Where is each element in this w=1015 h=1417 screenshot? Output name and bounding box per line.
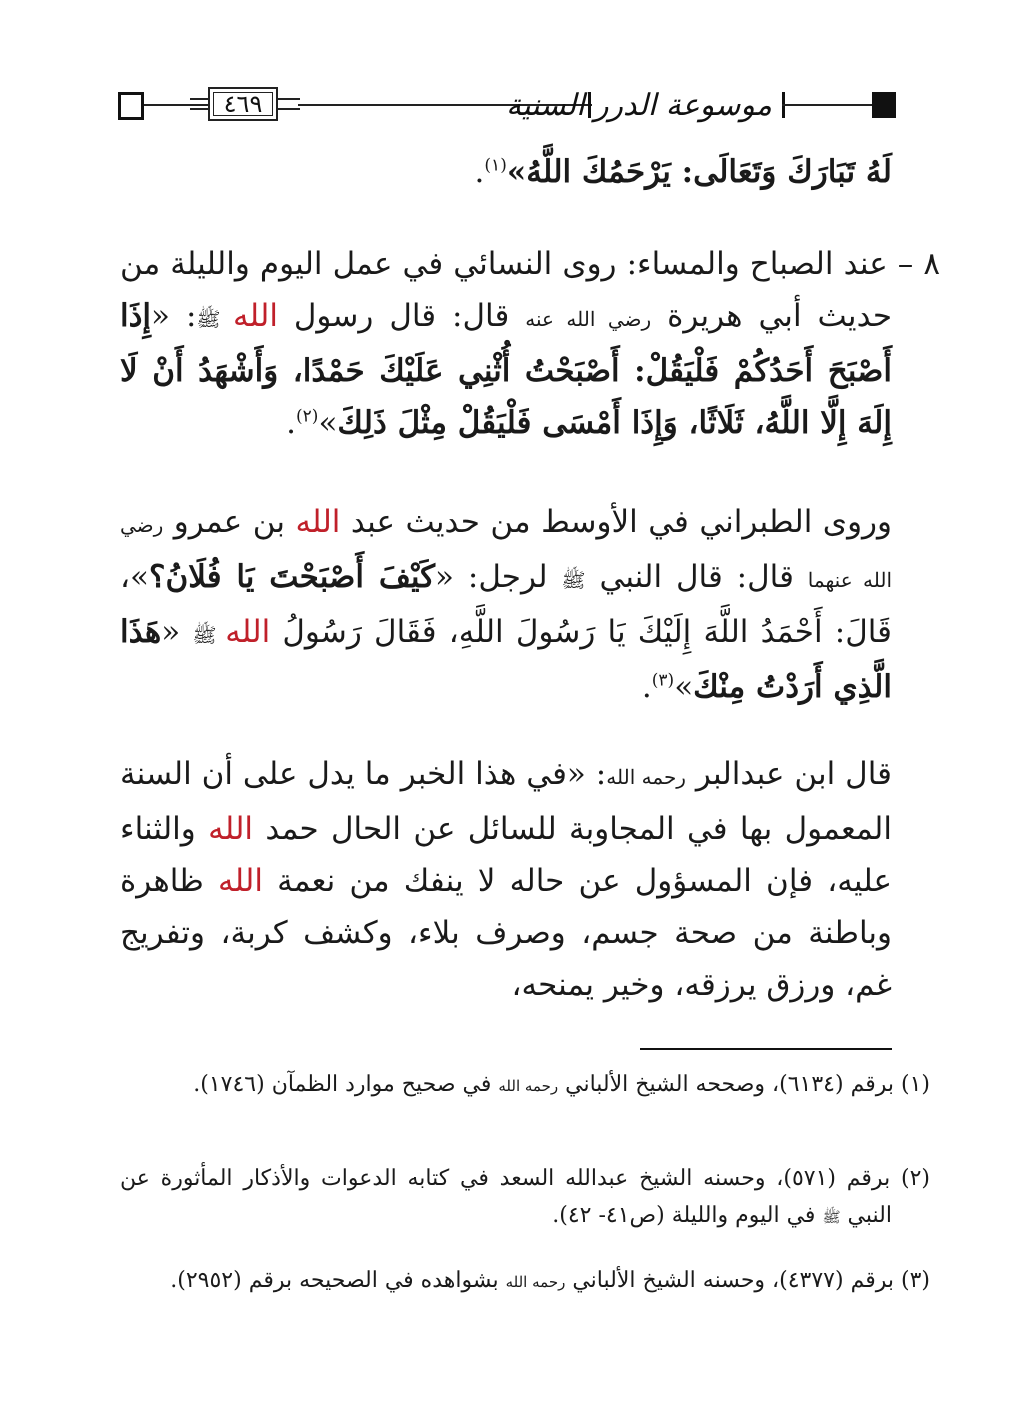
divine-name: الله bbox=[225, 614, 271, 650]
text-run: ٨ – عند الصباح والمساء: روى النسائي في عمل اليوم والليلة من حديث أبي هريرة bbox=[120, 246, 940, 334]
honorific: رضي الله عنهما bbox=[120, 513, 893, 592]
text-run: » bbox=[674, 669, 694, 705]
hadith-text: إِذَا أَصْبَحَ أَحَدُكُمْ فَلْيَقُلْ: أَصْبَحْتُ أُثْنِي عَلَيْكَ حَمْدًا، وَأَشْهَدُ أَنْ لَا إِلَهَ إِلَّا اللَّهُ، ثَلَاثًا، وَإِذَا أَمْسَى فَلْيَقُلْ مِثْلَ ذَلِكَ bbox=[120, 298, 892, 441]
text-run: . bbox=[286, 405, 297, 441]
text-run: والثناء عليه، فإن المسؤول عن حاله لا ينفك من نعمة bbox=[120, 811, 893, 899]
header-rule-right bbox=[782, 104, 872, 106]
text-run: (٢) برقم (٥٧١)، وحسنه الشيخ عبدالله السعد في كتابه الدعوات والأذكار المأثورة عن النبي bbox=[120, 1166, 930, 1228]
divine-name: الله bbox=[208, 811, 254, 847]
honorific: رحمه الله bbox=[505, 1273, 566, 1291]
text-run: وروى الطبراني في الأوسط من حديث عبد bbox=[340, 504, 892, 540]
footnote-ref[interactable]: (٢) bbox=[296, 406, 319, 427]
honorific: رحمه الله bbox=[498, 1077, 559, 1095]
header-ornament-right bbox=[872, 92, 896, 118]
honorific: ﷺ bbox=[192, 623, 226, 647]
text-run: لرجل: « bbox=[435, 559, 562, 595]
footnote-ref[interactable]: (١) bbox=[484, 155, 507, 176]
honorific: ﷺ bbox=[196, 307, 233, 331]
hadith-text: كَيْفَ أَصْبَحْتَ يَا فُلَانُ؟ bbox=[148, 559, 436, 595]
footnote-separator bbox=[640, 1048, 892, 1050]
text-run: قال ابن عبدالبر bbox=[685, 756, 892, 792]
page-number-frame bbox=[208, 87, 278, 121]
divine-name: الله bbox=[218, 863, 263, 899]
paragraph-morning-evening bbox=[120, 238, 940, 449]
honorific: رضي الله عنه bbox=[525, 307, 652, 331]
text-run: بشواهده في الصحيحه برقم (٢٩٥٢). bbox=[170, 1268, 506, 1293]
text-run: قال: قال النبي bbox=[585, 559, 808, 595]
text-run: قال: قال رسول bbox=[277, 298, 526, 334]
page-header bbox=[118, 84, 898, 128]
honorific: رحمه الله bbox=[606, 765, 686, 789]
text-run: بن عمرو bbox=[163, 504, 296, 540]
text-run: . bbox=[641, 669, 652, 705]
honorific: ﷺ bbox=[561, 568, 586, 592]
hadith-text: لَهُ تَبَارَكَ وَتَعَالَى: يَرْحَمُكَ اللَّهُ» bbox=[506, 154, 892, 190]
footnote-3 bbox=[120, 1262, 930, 1301]
text-run: : « bbox=[151, 298, 197, 334]
text-run: (٣) برقم (٤٣٧٧)، وحسنه الشيخ الألباني bbox=[565, 1268, 930, 1293]
text-run: : «في هذا الخبر ما يدل على أن السنة المعمول بها في المجاوبة للسائل عن الحال حمد bbox=[120, 756, 892, 847]
divine-name: الله bbox=[233, 298, 278, 334]
footnote-1 bbox=[120, 1066, 930, 1105]
header-title: موسوعة الدرر السنية bbox=[506, 88, 772, 123]
text-run: ظاهرة وباطنة من صحة جسم، وصرف بلاء، وكشف كربة، وتفريج غم، ورزق يرزقه، وخير يمنحه، bbox=[120, 863, 892, 1003]
text-run: في صحيح موارد الظمآن (١٧٤٦). bbox=[193, 1072, 499, 1097]
text-run: في اليوم والليلة (ص٤١- ٤٢). bbox=[552, 1203, 823, 1228]
text-run: « bbox=[161, 614, 193, 650]
text-run: . bbox=[474, 154, 485, 190]
text-run: » bbox=[318, 405, 338, 441]
paragraph-continuation bbox=[120, 146, 892, 198]
text-run: »، قَالَ: أَحْمَدُ اللَّهَ إِلَيْكَ يَا رَسُولَ اللَّهِ، فَقَالَ رَسُولُ bbox=[120, 559, 892, 650]
paragraph-tabarani bbox=[120, 496, 892, 713]
footnote-2 bbox=[120, 1160, 930, 1236]
hadith-text: هَذَا الَّذِي أَرَدْتُ مِنْكَ bbox=[120, 614, 892, 705]
header-ornament-left bbox=[118, 92, 144, 120]
text-run: (١) برقم (٦١٣٤)، وصححه الشيخ الألباني bbox=[558, 1072, 930, 1097]
page-frame-ornament bbox=[276, 98, 300, 110]
divine-name: الله bbox=[295, 504, 341, 540]
honorific: ﷺ bbox=[822, 1208, 841, 1226]
footnote-ref[interactable]: (٣) bbox=[651, 670, 675, 691]
page-number: ٤٦٩ bbox=[223, 90, 263, 118]
paragraph-ibn-abdulbarr bbox=[120, 748, 892, 1011]
